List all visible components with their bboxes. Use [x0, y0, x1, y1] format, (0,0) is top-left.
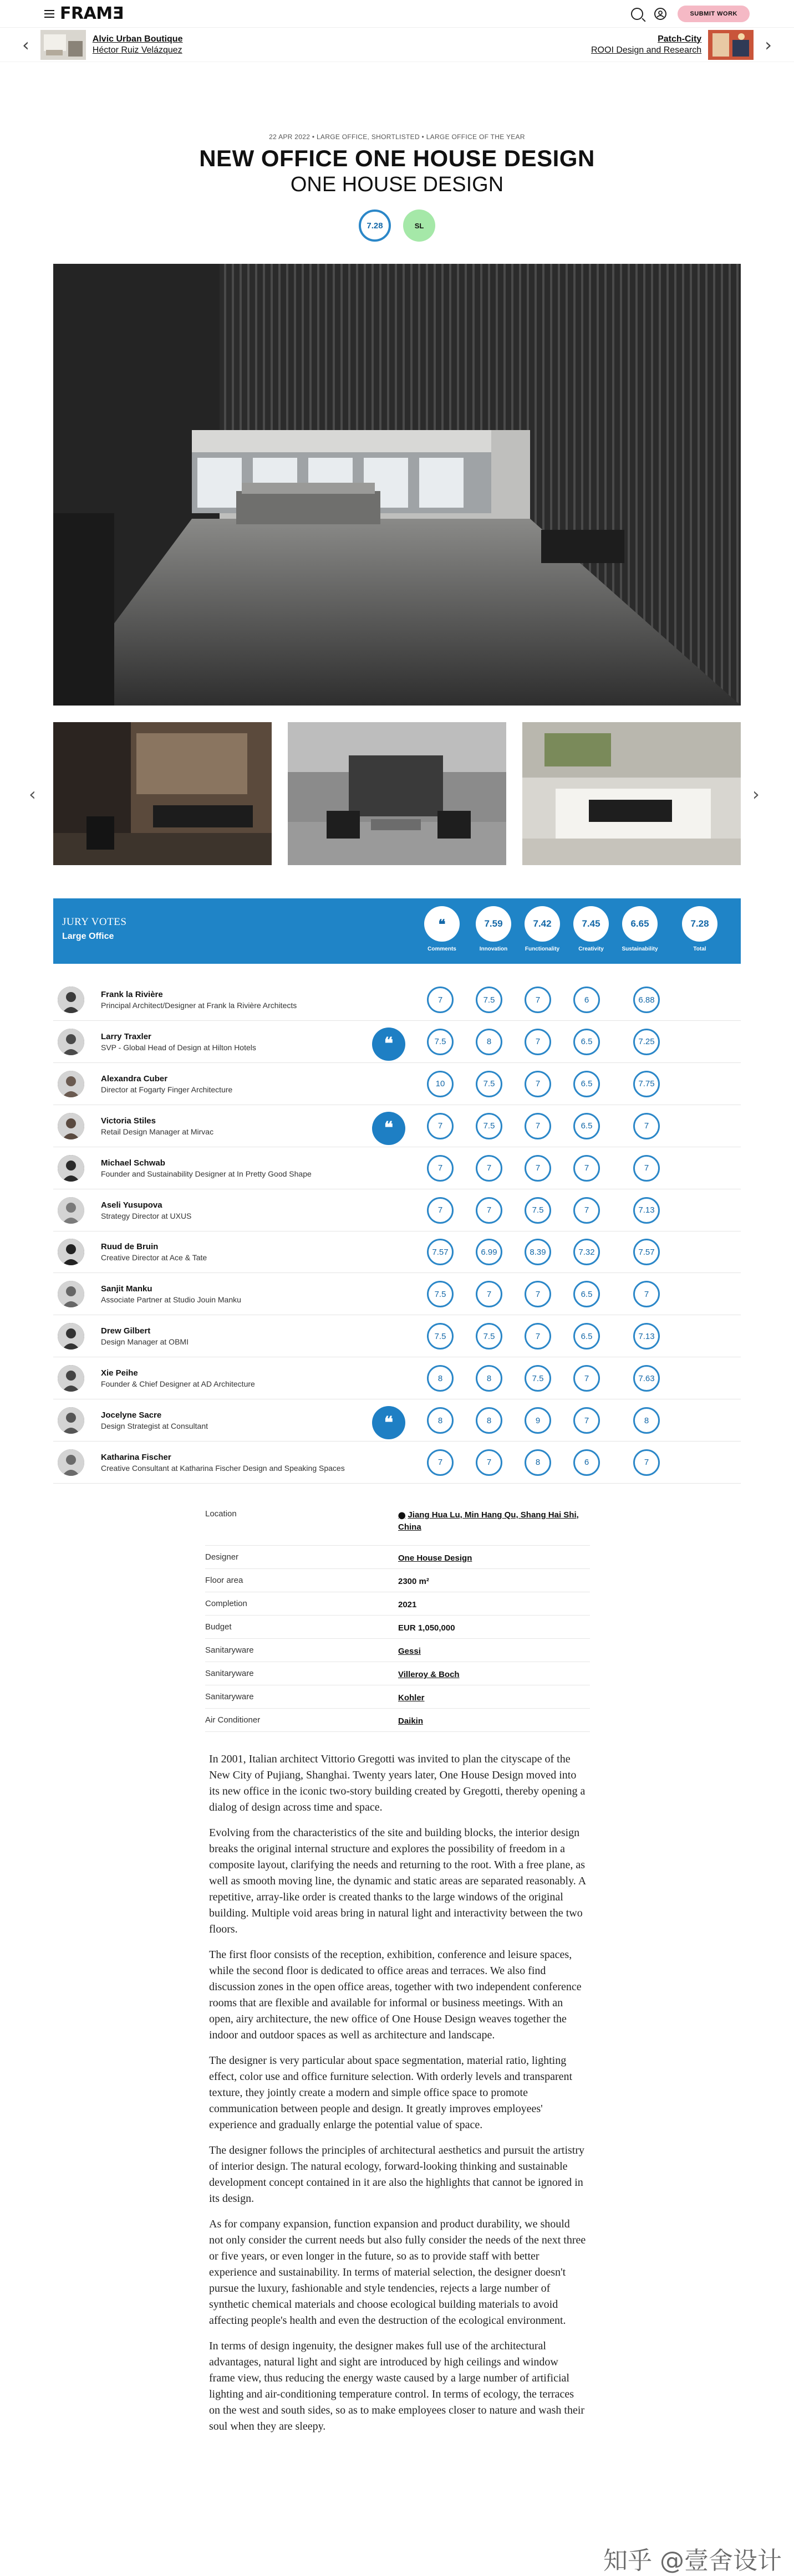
score-circle: 8 — [476, 1029, 502, 1055]
detail-value[interactable]: Daikin — [398, 1716, 424, 1726]
score-circle: 7 — [633, 1449, 660, 1476]
avatar — [58, 1239, 84, 1265]
jury-row — [53, 1189, 741, 1231]
juror-name: Aseli Yusupova — [101, 1200, 162, 1210]
score-circle: 7.25 — [633, 1029, 660, 1055]
score-circle: 7.13 — [633, 1197, 660, 1224]
score-circle: 7.63 — [633, 1365, 660, 1392]
score-circle: 8 — [633, 1407, 660, 1434]
score-circle: 7 — [476, 1449, 502, 1476]
chevron-left-icon[interactable]: ‹ — [22, 34, 29, 55]
juror-name: Jocelyne Sacre — [101, 1410, 162, 1420]
score-circle: 6.99 — [476, 1239, 502, 1265]
detail-row — [205, 1592, 590, 1616]
score-circle: 7 — [573, 1197, 600, 1224]
score-circle: 6 — [573, 1449, 600, 1476]
gallery-image-3[interactable] — [522, 722, 741, 865]
jury-row — [53, 1442, 741, 1484]
next-project-link[interactable] — [591, 30, 754, 60]
detail-row — [205, 1685, 590, 1709]
juror-role: Retail Design Manager at Mirvac — [101, 1127, 214, 1136]
detail-key: Floor area — [205, 1576, 243, 1585]
detail-value[interactable]: Gessi — [398, 1647, 421, 1656]
juror-name: Alexandra Cuber — [101, 1074, 168, 1083]
score-circle: 7 — [525, 1113, 551, 1139]
juror-name: Xie Peihe — [101, 1368, 138, 1378]
avatar — [58, 1281, 84, 1307]
next-project-designer[interactable]: ROOI Design and Research — [591, 45, 702, 55]
jury-row — [53, 1063, 741, 1105]
score-circle: 7 — [525, 987, 551, 1013]
score-circle: 7 — [427, 1155, 454, 1182]
gallery-image-1[interactable] — [53, 722, 272, 865]
juror-name: Michael Schwab — [101, 1158, 165, 1168]
jury-row — [53, 1315, 741, 1357]
juror-name: Frank la Rivière — [101, 990, 163, 999]
comment-icon[interactable]: ❝ — [372, 1028, 405, 1061]
detail-row — [205, 1662, 590, 1685]
avatar — [58, 1155, 84, 1182]
comment-icon[interactable]: ❝ — [372, 1406, 405, 1439]
gallery-prev-icon[interactable]: ‹ — [29, 784, 36, 805]
juror-role: Design Manager at OBMI — [101, 1337, 189, 1347]
avatar — [58, 1197, 84, 1224]
score-circle: 8 — [427, 1365, 454, 1392]
score-circle: 7 — [633, 1281, 660, 1307]
body-paragraph: The designer is very particular about space segmentation, material ratio, lighting effect, color use and office furniture selection. With orderly levels and transparent texture, they jointly create a modern and simple office space to promote communication between people and design. It greatly improves employees' experience and gradually enlarge the potential value of space. — [209, 2054, 573, 2131]
project-nav-bar — [0, 28, 794, 62]
header-actions — [631, 6, 750, 22]
score-circle: 6 — [573, 987, 600, 1013]
project-details — [205, 1502, 590, 1732]
score-circle: 8 — [476, 1365, 502, 1392]
submit-work-button[interactable]: SUBMIT WORK — [678, 6, 750, 22]
body-paragraph: The first floor consists of the reception, exhibition, conference and leisure spaces, while the second floor is dedicated to office areas and terraces. We also find discussion zones in the open office areas, together with two independent conference rooms that are flexible and available for informal or business meetings. With an open, airy architecture, the new office of One House Design weaves together the indoor and outdoor spaces as well as architecture and landscape. — [209, 1949, 582, 2041]
score-circle: 8 — [427, 1407, 454, 1434]
detail-key: Sanitaryware — [205, 1669, 254, 1678]
avatar — [58, 1449, 84, 1476]
prev-project-title[interactable]: Alvic Urban Boutique — [92, 34, 183, 44]
score-circle: 7.5 — [476, 1071, 502, 1097]
frame-logo[interactable]: FRAMƎ — [60, 4, 124, 23]
detail-value: EUR 1,050,000 — [398, 1623, 455, 1633]
score-circle: 7.32 — [573, 1239, 600, 1265]
juror-name: Drew Gilbert — [101, 1326, 151, 1336]
score-circle: 6.5 — [573, 1113, 600, 1139]
chevron-right-icon[interactable]: › — [765, 34, 772, 55]
avatar — [58, 987, 84, 1013]
functionality-average: 7.42 — [525, 906, 560, 942]
avatar — [58, 1029, 84, 1055]
score-circle: 7 — [476, 1281, 502, 1307]
body-paragraph: In 2001, Italian architect Vittorio Gregotti was invited to plan the cityscape of the New City of Pujiang, Shanghai. Twenty years later, One House Design moved into its new office in the iconic two-story building created by Gregotti, thereby opening a dialog of design across time and space. — [209, 1753, 586, 1813]
prev-project-thumbnail[interactable] — [40, 30, 86, 60]
location-pin-icon: ⬤ — [398, 1511, 406, 1519]
creativity-average: 7.45 — [573, 906, 609, 942]
score-circle: 8 — [476, 1407, 502, 1434]
gallery-next-icon[interactable]: › — [752, 784, 760, 805]
body-paragraph: The designer follows the principles of architectural aesthetics and pursuit the artistry of interior design. The natural ecology, forward-looking thinking and sustainable development concept contained in it are also the highlights that cannot be ignored in its design. — [209, 2144, 585, 2205]
juror-role: Founder & Chief Designer at AD Architecture — [101, 1379, 255, 1389]
total-average: 7.28 — [682, 906, 717, 942]
detail-key: Completion — [205, 1599, 247, 1608]
gallery-image-2[interactable] — [288, 722, 506, 865]
jury-row — [53, 1399, 741, 1442]
juror-role: Design Strategist at Consultant — [101, 1422, 208, 1430]
score-circle: 10 — [427, 1071, 454, 1097]
next-project-title[interactable]: Patch-City — [658, 34, 702, 44]
detail-key: Sanitaryware — [205, 1645, 254, 1655]
score-circle: 7 — [573, 1365, 600, 1392]
overall-score-badge: 7.28 — [359, 209, 391, 242]
page-title: NEW OFFICE ONE HOUSE DESIGN — [199, 145, 595, 171]
shortlisted-badge: SL — [403, 209, 435, 242]
detail-key: Sanitaryware — [205, 1692, 254, 1701]
detail-value: 2021 — [398, 1600, 417, 1609]
juror-name: Ruud de Bruin — [101, 1242, 159, 1252]
score-circle: 9 — [525, 1407, 551, 1434]
score-circle: 7.5 — [525, 1365, 551, 1392]
detail-row — [205, 1639, 590, 1662]
juror-name: Larry Traxler — [101, 1031, 151, 1041]
juror-role: Principal Architect/Designer at Frank la Rivière Architects — [101, 1001, 297, 1010]
jury-row — [53, 1273, 741, 1315]
score-circle: 7.5 — [476, 987, 502, 1013]
detail-row — [205, 1569, 590, 1592]
innovation-average: 7.59 — [476, 906, 511, 942]
score-circle: 7 — [525, 1071, 551, 1097]
detail-key: Designer — [205, 1552, 239, 1562]
body-paragraph: Evolving from the characteristics of the site and building blocks, the interior design breaks the original internal structure and explores the possibility of freedom in a composite layout, clarifying the needs and returning to the root. With a free plane, as well as smooth moving line, the dynamic and static areas are separated reasonably. A repetitive, array-like order is created thanks to the large windows of the original building. Multiple void areas bring in natural light and interactivity between the two floors. — [209, 1827, 586, 1935]
score-circle: 7 — [573, 1155, 600, 1182]
detail-key: Budget — [205, 1622, 232, 1632]
score-circle: 6.5 — [573, 1323, 600, 1350]
score-circle: 7.5 — [427, 1281, 454, 1307]
body-paragraph: As for company expansion, function expansion and product durability, we should not only consider the current needs but also fully consider the needs of the next three or five years, or even longer in the future, so as to provide staff with better experience and sustainability. In terms of material selection, the designer doesn't pursue the luxury, fashionable and style tendencies, rejects a large number of synthetic chemical materials and choose ecological building materials to avoid affecting people's health and even the destruction of the ecological environment. — [209, 2218, 586, 2327]
juror-role: Creative Director at Ace & Tate — [101, 1253, 207, 1263]
sustainability-average: 6.65 — [622, 906, 658, 942]
score-circle: 7 — [427, 987, 454, 1013]
score-circle: 7.57 — [633, 1239, 660, 1265]
avatar — [58, 1407, 84, 1434]
site-header — [0, 0, 794, 28]
detail-value[interactable]: Villeroy & Boch — [398, 1670, 460, 1679]
score-circle: 6.88 — [633, 987, 660, 1013]
score-circle: 8.39 — [525, 1239, 551, 1265]
juror-role: SVP - Global Head of Design at Hilton Hotels — [101, 1042, 256, 1052]
score-circle: 6.5 — [573, 1281, 600, 1307]
menu-icon[interactable] — [44, 10, 54, 18]
juror-name: Victoria Stiles — [101, 1116, 156, 1126]
juror-role: Director at Fogarty Finger Architecture — [101, 1085, 233, 1094]
jury-row — [53, 979, 741, 1021]
score-circle: 7.5 — [476, 1113, 502, 1139]
score-circle: 7.5 — [476, 1323, 502, 1350]
comment-icon[interactable]: ❝ — [372, 1112, 405, 1145]
creativity-column-label: Creativity — [578, 946, 604, 952]
juror-name: Katharina Fischer — [101, 1452, 171, 1462]
score-badges — [0, 209, 794, 242]
score-circle: 7 — [525, 1281, 551, 1307]
juror-role: Founder and Sustainability Designer at In Pretty Good Shape — [101, 1169, 312, 1178]
jury-row — [53, 1105, 741, 1147]
detail-value[interactable]: Jiang Hua Lu, Min Hang Qu, Shang Hai Shi, China — [398, 1510, 579, 1532]
score-circle: 7 — [633, 1155, 660, 1182]
page-subtitle: ONE HOUSE DESIGN — [290, 173, 504, 196]
score-circle: 7.75 — [633, 1071, 660, 1097]
functionality-column-label: Functionality — [525, 946, 560, 952]
next-project-thumbnail[interactable] — [708, 30, 754, 60]
project-description — [209, 1751, 586, 2444]
total-column-label: Total — [693, 946, 706, 952]
jury-votes-header — [53, 898, 741, 964]
score-circle: 8 — [525, 1449, 551, 1476]
juror-role: Strategy Director at UXUS — [101, 1211, 192, 1220]
score-circle: 7 — [427, 1197, 454, 1224]
score-circle: 7 — [427, 1449, 454, 1476]
prev-project-designer[interactable]: Héctor Ruiz Velázquez — [92, 45, 182, 55]
score-circle: 7.5 — [427, 1323, 454, 1350]
score-circle: 7 — [525, 1029, 551, 1055]
score-circle: 7 — [525, 1323, 551, 1350]
score-circle: 7 — [476, 1155, 502, 1182]
jury-row — [53, 1231, 741, 1273]
detail-row — [205, 1502, 590, 1546]
jury-row — [53, 1357, 741, 1399]
juror-role: Creative Consultant at Katharina Fischer Design and Speaking Spaces — [101, 1463, 345, 1473]
account-icon[interactable] — [654, 8, 666, 20]
score-circle: 6.5 — [573, 1071, 600, 1097]
sustainability-column-label: Sustainability — [622, 946, 658, 952]
comments-column-label: Comments — [427, 946, 456, 952]
score-circle: 7.13 — [633, 1323, 660, 1350]
score-circle: 6.5 — [573, 1029, 600, 1055]
score-circle: 7 — [525, 1155, 551, 1182]
score-circle: 7.57 — [427, 1239, 454, 1265]
project-meta: 22 APR 2022 • LARGE OFFICE, SHORTLISTED • LARGE OFFICE OF THE YEAR — [269, 133, 525, 141]
detail-row — [205, 1546, 590, 1569]
score-circle: 7.5 — [525, 1197, 551, 1224]
watermark: 知乎 @壹舍设计 — [603, 2547, 782, 2575]
jury-category: Large Office — [62, 932, 114, 941]
detail-key: Air Conditioner — [205, 1715, 261, 1725]
hero-image[interactable] — [53, 264, 741, 706]
score-circle: 7 — [427, 1113, 454, 1139]
jury-row — [53, 1147, 741, 1189]
score-circle: 7 — [573, 1407, 600, 1434]
detail-value[interactable]: One House Design — [398, 1553, 472, 1563]
detail-row — [205, 1616, 590, 1639]
score-circle: 7 — [476, 1197, 502, 1224]
search-icon[interactable] — [631, 8, 643, 20]
avatar — [58, 1323, 84, 1350]
avatar — [58, 1071, 84, 1097]
score-circle: 7.5 — [427, 1029, 454, 1055]
prev-project-link[interactable] — [40, 30, 183, 60]
comments-column-icon: ❝ — [424, 906, 460, 942]
avatar — [58, 1365, 84, 1392]
avatar — [58, 1113, 84, 1139]
juror-role: Associate Partner at Studio Jouin Manku — [101, 1295, 241, 1305]
juror-name: Sanjit Manku — [101, 1284, 152, 1294]
detail-key: Location — [205, 1509, 237, 1519]
innovation-column-label: Innovation — [479, 946, 508, 952]
score-circle: 7 — [633, 1113, 660, 1139]
detail-row — [205, 1709, 590, 1732]
detail-value[interactable]: Kohler — [398, 1693, 425, 1703]
body-paragraph: In terms of design ingenuity, the designer makes full use of the architectural advantages, natural light and sight are introduced by high ceilings and window frame view, thus reducing the energy waste caused by a large number of artificial lighting and air-conditioning temperature control. In terms of ecology, the terraces on the west and south sides, so as to make employees closer to nature and wash their soul when they are sleepy. — [209, 2340, 585, 2432]
detail-value: 2300 m² — [398, 1577, 429, 1586]
jury-votes-title: JURY VOTES — [62, 916, 127, 928]
jury-row — [53, 1021, 741, 1063]
